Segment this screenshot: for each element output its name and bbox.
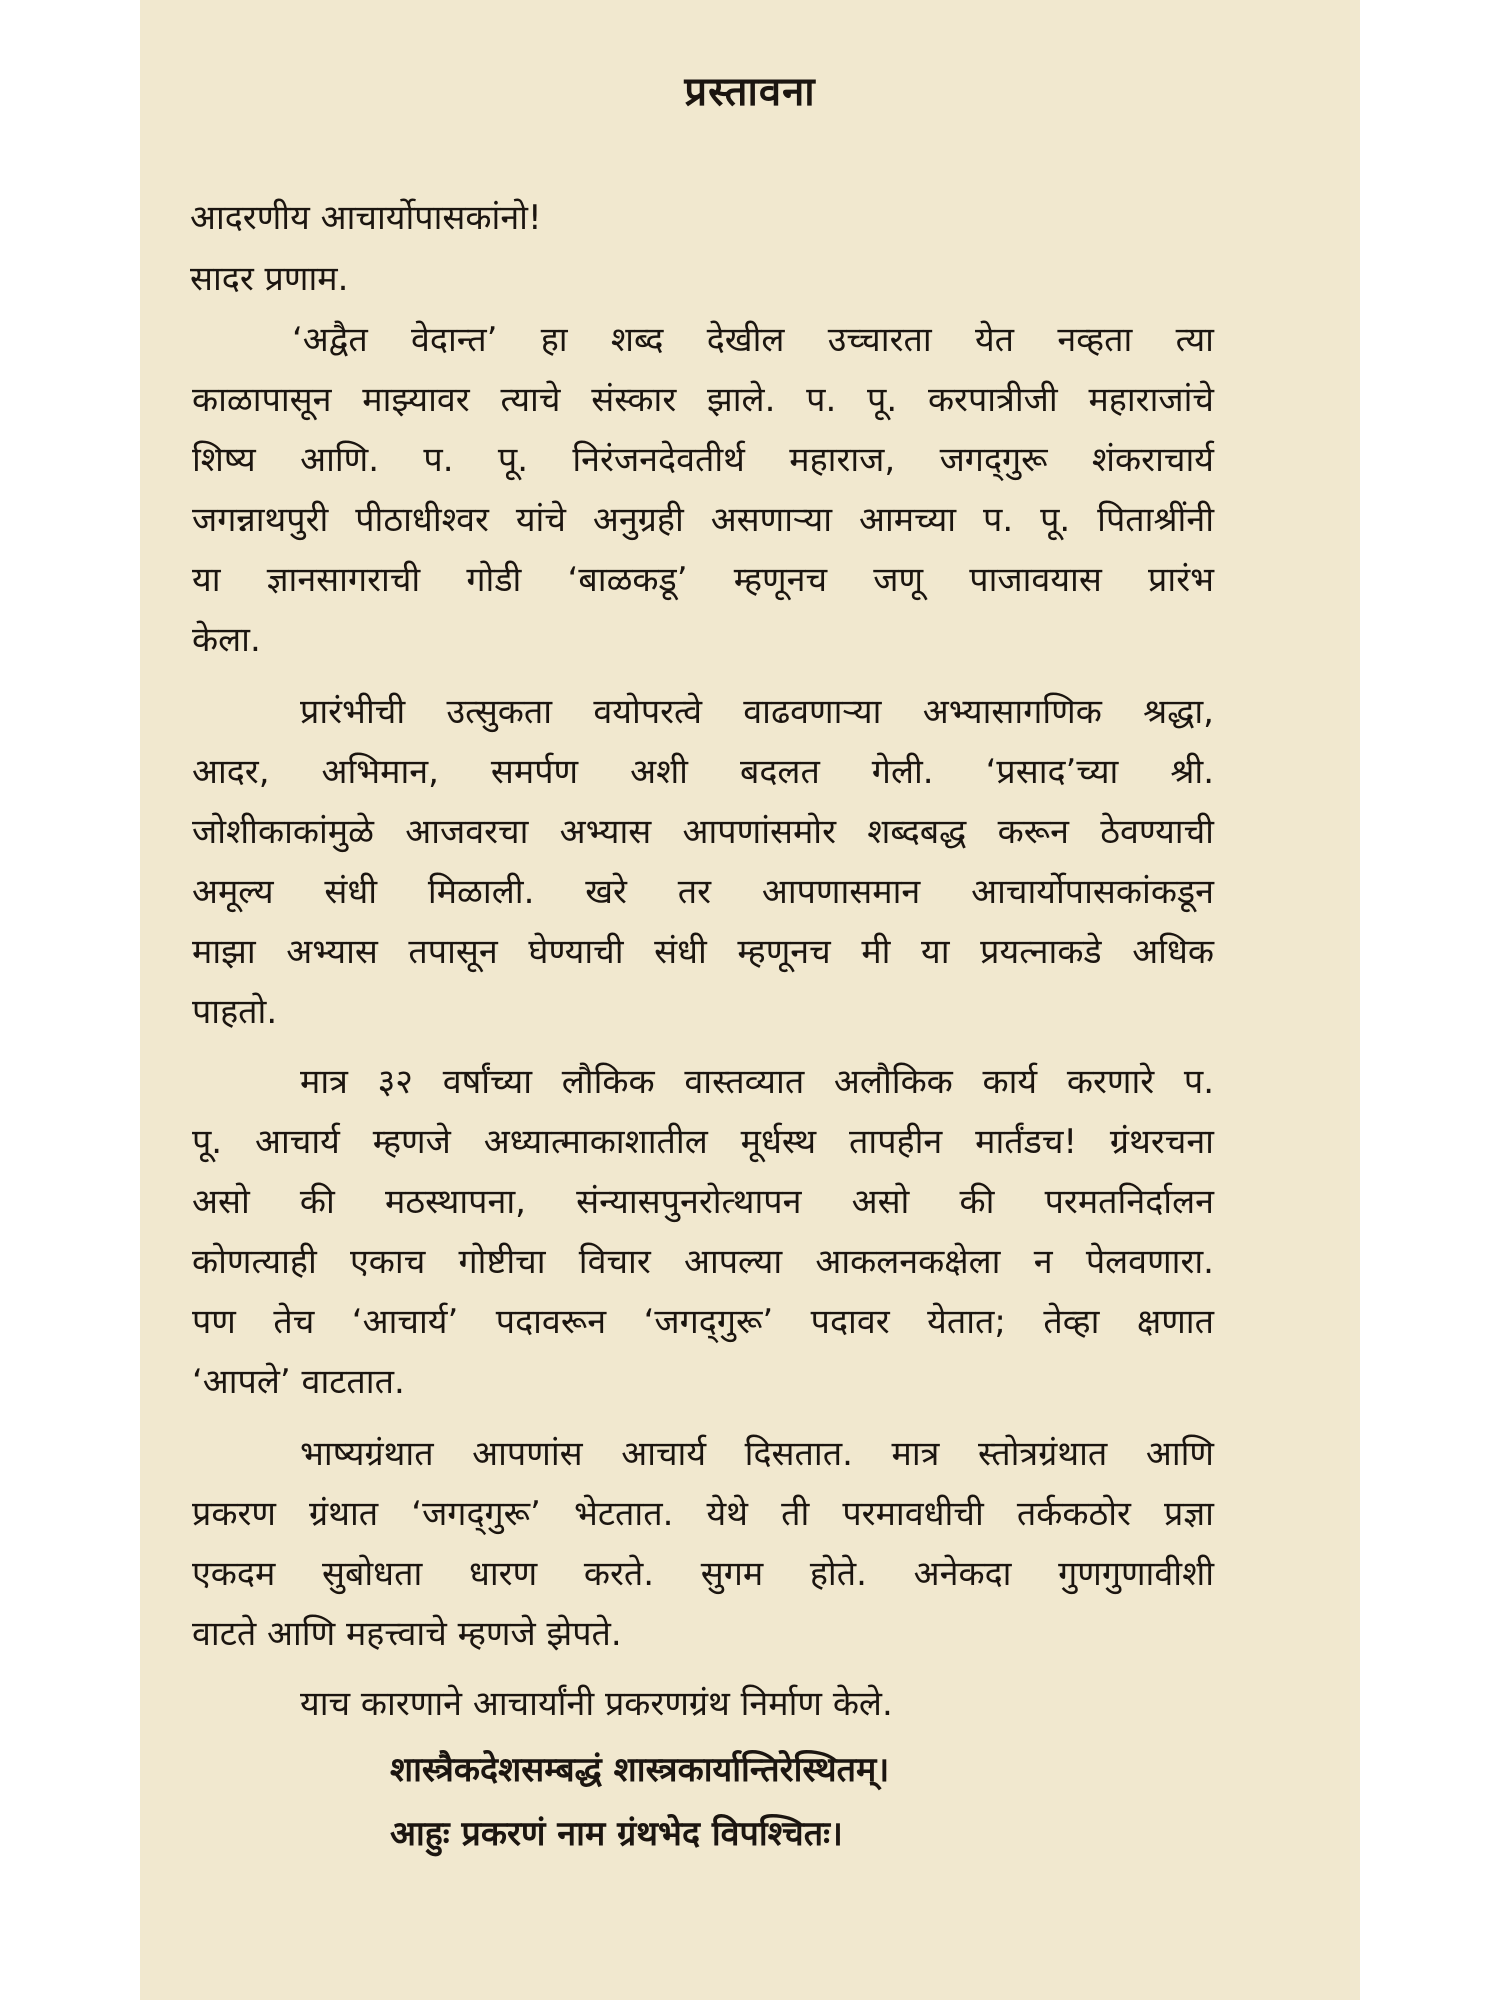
paragraph-line: जगन्नाथपुरी पीठाधीश्वर यांचे अनुग्रही असणाऱ्या आमच्या प. पू. पिताश्रींनी (192, 500, 1214, 540)
paragraph-line: प्रकरण ग्रंथात ‘जगद्‌गुरू’ भेटतात. येथे ती परमावधीची तर्ककठोर प्रज्ञा (192, 1494, 1214, 1534)
page-title: प्रस्तावना (684, 69, 816, 115)
paragraph-line: याच कारणाने आचार्यांनी प्रकरणग्रंथ निर्माण केले. (300, 1684, 893, 1724)
paragraph-line: ‘अद्वैत वेदान्त’ हा शब्द देखील उच्चारता येत नव्हता त्या (292, 320, 1214, 360)
paragraph-line: प्रारंभीची उत्सुकता वयोपरत्वे वाढवणाऱ्या अभ्यासागणिक श्रद्धा, (300, 692, 1214, 732)
paragraph-line: मात्र ३२ वर्षांच्या लौकिक वास्तव्यात अलौकिक कार्य करणारे प. (300, 1062, 1214, 1102)
paragraph-line: एकदम सुबोधता धारण करते. सुगम होते. अनेकदा गुणगुणावीशी (192, 1554, 1214, 1594)
paragraph-line: माझा अभ्यास तपासून घेण्याची संधी म्हणूनच मी या प्रयत्नाकडे अधिक (192, 932, 1214, 972)
paragraph-line: या ज्ञानसागराची गोडी ‘बाळकडू’ म्हणूनच जणू पाजावयास प्रारंभ (192, 560, 1214, 600)
paragraph-line: ‘आपले’ वाटतात. (192, 1362, 405, 1402)
document-page (140, 0, 1360, 2000)
paragraph-line: असो की मठस्थापना, संन्यासपुनरोत्थापन असो की परमतनिर्दालन (192, 1182, 1214, 1222)
paragraph-line: अमूल्य संधी मिळाली. खरे तर आपणासमान आचार्योपासकांकडून (192, 872, 1214, 912)
paragraph-line: काळापासून माझ्यावर त्याचे संस्कार झाले. प. पू. करपात्रीजी महाराजांचे (192, 380, 1214, 420)
paragraph-line: आदर, अभिमान, समर्पण अशी बदलत गेली. ‘प्रसाद’च्या श्री. (192, 752, 1214, 792)
paragraph-line: पाहतो. (192, 992, 278, 1032)
paragraph-line: पू. आचार्य म्हणजे अध्यात्माकाशातील मूर्धस्थ तापहीन मार्तंडच! ग्रंथरचना (192, 1122, 1214, 1162)
paragraph-line: जोशीकाकांमुळे आजवरचा अभ्यास आपणांसमोर शब्दबद्ध करून ठेवण्याची (192, 812, 1214, 852)
paragraph-line: केला. (192, 620, 261, 660)
paragraph-line: कोणत्याही एकाच गोष्टीचा विचार आपल्या आकलनकक्षेला न पेलवणारा. (192, 1242, 1214, 1282)
paragraph-line: पण तेच ‘आचार्य’ पदावरून ‘जगद्‌गुरू’ पदावर येतात; तेव्हा क्षणात (192, 1302, 1214, 1342)
salutation: सादर प्रणाम. (190, 259, 349, 299)
paragraph-line: शिष्य आणि. प. पू. निरंजनदेवतीर्थ महाराज, जगद्‌गुरू शंकराचार्य (192, 440, 1214, 480)
paragraph-line: भाष्यग्रंथात आपणांस आचार्य दिसतात. मात्र स्तोत्रग्रंथात आणि (300, 1434, 1214, 1474)
verse-line: शास्त्रैकदेशसम्बद्धं शास्त्रकार्यान्तिरेस्थितम्। (390, 1750, 890, 1790)
paragraph-line: वाटते आणि महत्त्वाचे म्हणजे झेपते. (192, 1614, 622, 1654)
greeting: आदरणीय आचार्योपासकांनो! (190, 198, 542, 238)
verse-line: आहुः प्रकरणं नाम ग्रंथभेद विपश्चितः। (390, 1814, 843, 1854)
